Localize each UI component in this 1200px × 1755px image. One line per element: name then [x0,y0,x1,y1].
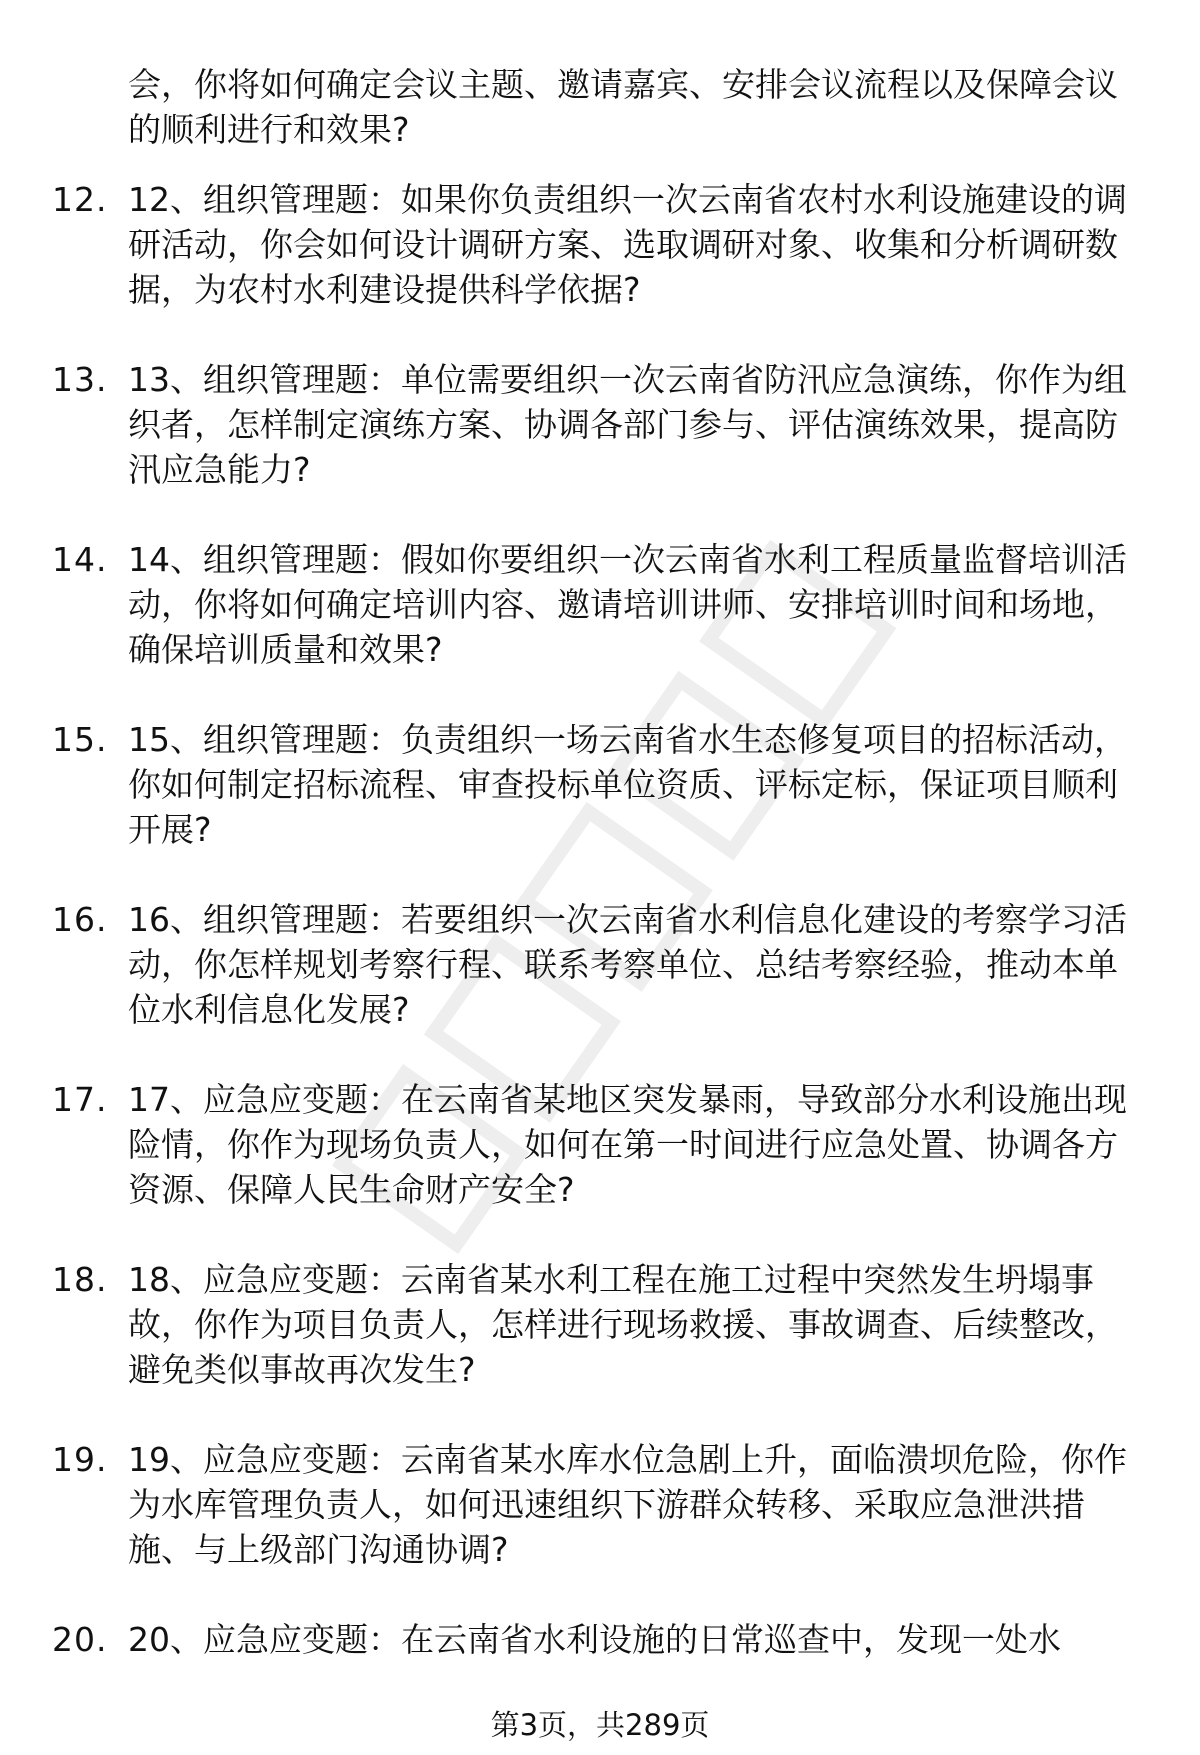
item-number: 16. [52,900,108,939]
item-text: 12、组织管理题：如果你负责组织一次云南省农村水利设施建设的调研活动，你会如何设计调研方案、选取调研对象、收集和分析调研数据，为农村水利建设提供科学依据? [128,180,1127,309]
item-number: 12. [52,180,108,219]
item-number: 14. [52,540,108,579]
continuation-text: 会，你将如何确定会议主题、邀请嘉宾、安排会议流程以及保障会议的顺利进行和效果? [128,65,1118,149]
item-text: 14、组织管理题：假如你要组织一次云南省水利工程质量监督培训活动，你将如何确定培训内容、邀请培训讲师、安排培训时间和场地，确保培训质量和效果? [128,540,1127,669]
item-text: 15、组织管理题：负责组织一场云南省水生态修复项目的招标活动，你如何制定招标流程、审查投标单位资质、评标定标，保证项目顺利开展? [128,720,1127,849]
item-number: 15. [52,720,108,759]
item-text: 19、应急应变题：云南省某水库水位急剧上升，面临溃坝危险，你作为水库管理负责人，如何迅速组织下游群众转移、采取应急泄洪措施、与上级部门沟通协调? [128,1440,1127,1569]
item-text: 18、应急应变题：云南省某水利工程在施工过程中突然发生坍塌事故，你作为项目负责人，怎样进行现场救援、事故调查、后续整改，避免类似事故再次发生? [128,1260,1118,1389]
item-number: 17. [52,1080,108,1119]
item-number: 13. [52,360,108,399]
page-footer: 第3页，共289页 [490,1708,710,1742]
item-number: 18. [52,1260,108,1299]
item-text: 13、组织管理题：单位需要组织一次云南省防汛应急演练，你作为组织者，怎样制定演练方案、协调各部门参与、评估演练效果，提高防汛应急能力? [128,360,1127,489]
item-text: 20、应急应变题：在云南省水利设施的日常巡查中，发现一处水 [128,1620,1061,1659]
item-number: 20. [52,1620,108,1659]
item-number: 19. [52,1440,108,1479]
item-text: 17、应急应变题：在云南省某地区突发暴雨，导致部分水利设施出现险情，你作为现场负责人，如何在第一时间进行应急处置、协调各方资源、保障人民生命财产安全? [128,1080,1127,1209]
item-text: 16、组织管理题：若要组织一次云南省水利信息化建设的考察学习活动，你怎样规划考察行程、联系考察单位、总结考察经验，推动本单位水利信息化发展? [128,900,1127,1029]
